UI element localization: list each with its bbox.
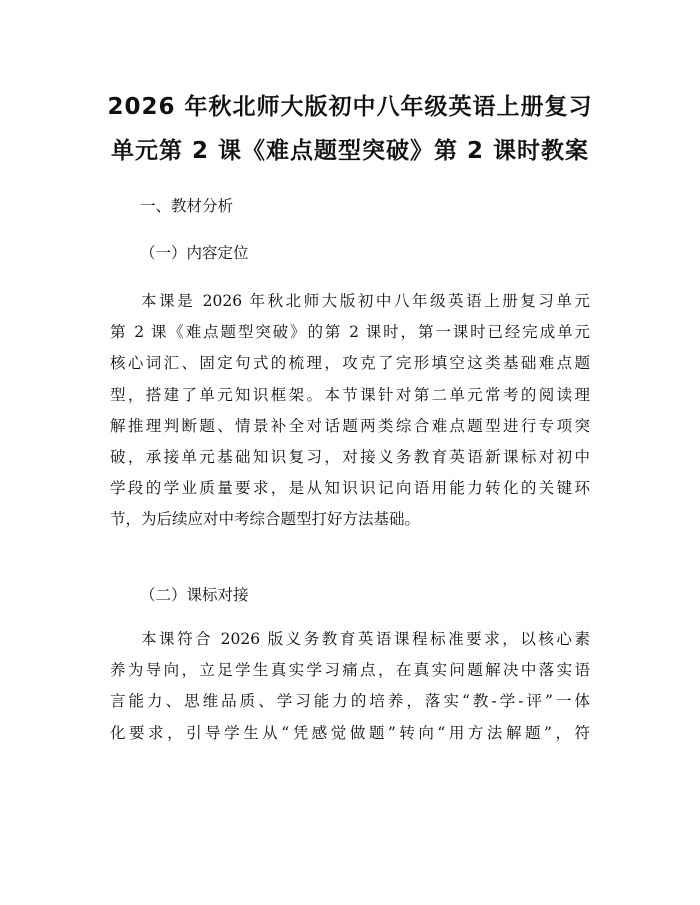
paragraph-line: 化要求，引导学生从“凭感觉做题”转向“用方法解题”，符 bbox=[110, 723, 590, 742]
document-title-line-2: 单元第 2 课《难点题型突破》第 2 课时教案 bbox=[110, 138, 590, 164]
paragraph-content-positioning bbox=[110, 286, 590, 536]
paragraph-line: 破，承接单元基础知识复习，对接义务教育英语新课标对初中 bbox=[110, 447, 590, 466]
paragraph-line: 学段的学业质量要求，是从知识识记向语用能力转化的关键环 bbox=[110, 479, 590, 498]
paragraph-line: 本课是 2026 年秋北师大版初中八年级英语上册复习单元 bbox=[141, 292, 590, 310]
paragraph-line: 养为导向，立足学生真实学习痛点，在真实问题解决中落实语 bbox=[110, 661, 590, 680]
document-title-line-1: 2026 年秋北师大版初中八年级英语上册复习 bbox=[107, 94, 593, 120]
paragraph-line: 解推理判断题、情景补全对话题两类综合难点题型进行专项突 bbox=[110, 416, 590, 435]
subsection-heading-curriculum-alignment: （二）课标对接 bbox=[140, 586, 249, 604]
section-heading-textbook-analysis: 一、教材分析 bbox=[140, 197, 234, 215]
paragraph-line: 言能力、思维品质、学习能力的培养，落实“教-学-评”一体 bbox=[110, 692, 590, 711]
subsection-heading-content-positioning: （一）内容定位 bbox=[140, 244, 249, 262]
paragraph-line: 本课符合 2026 版义务教育英语课程标准要求，以核心素 bbox=[141, 630, 590, 648]
paragraph-line: 第 2 课《难点题型突破》的第 2 课时，第一课时已经完成单元 bbox=[110, 323, 590, 342]
paragraph-line: 节，为后续应对中考综合题型打好方法基础。 bbox=[110, 510, 421, 529]
paragraph-line: 核心词汇、固定句式的梳理，攻克了完形填空这类基础难点题 bbox=[110, 354, 590, 373]
paragraph-curriculum-alignment bbox=[110, 624, 590, 749]
paragraph-line: 型，搭建了单元知识框架。本节课针对第二单元常考的阅读理 bbox=[110, 385, 590, 404]
